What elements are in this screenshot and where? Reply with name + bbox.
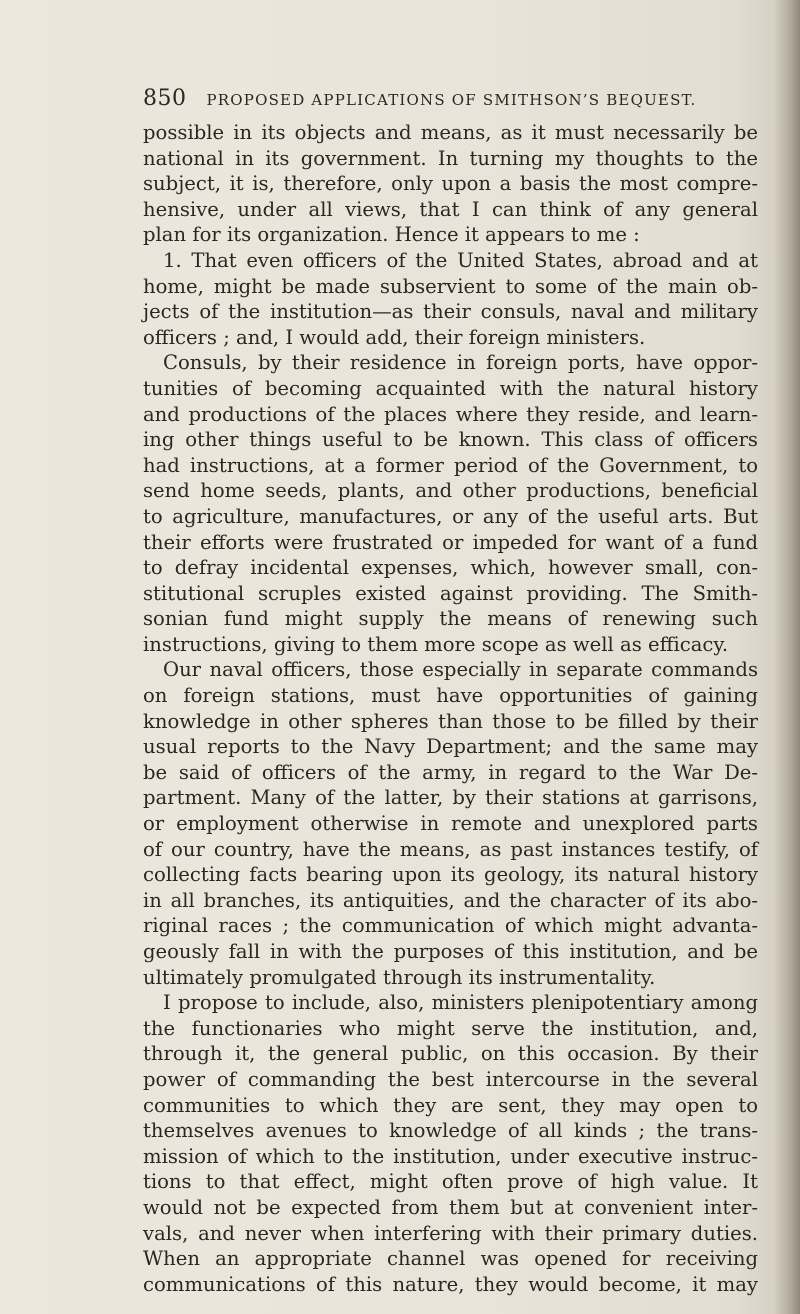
text-line: vals, and never when interfering with their primary duties. <box>143 1221 758 1245</box>
running-head: PROPOSED APPLICATIONS OF SMITHSON’S BEQUEST. <box>206 91 697 109</box>
text-line: would not be expected from them but at convenient inter- <box>143 1195 758 1219</box>
text-line: plan for its organization. Hence it appears to me : <box>143 223 640 247</box>
text-line: to defray incidental expenses, which, however small, con- <box>143 556 758 580</box>
text-line: 1. That even officers of the United States, abroad and at <box>163 248 758 272</box>
text-line: national in its government. In turning my thoughts to the <box>143 146 758 170</box>
page-edge-shadow <box>774 0 800 1314</box>
text-line: jects of the institution—as their consuls, naval and military <box>143 300 758 324</box>
text-line: hensive, under all views, that I can think of any general <box>143 197 758 221</box>
text-line: geously fall in with the purposes of this institution, and be <box>143 940 758 963</box>
text-line: had instructions, at a former period of the Government, to <box>143 453 758 477</box>
text-line: knowledge in other spheres than those to be filled by their <box>143 709 758 733</box>
text-line: tunities of becoming acquainted with the natural history <box>143 376 758 400</box>
text-line: their efforts were frustrated or impeded for want of a fund <box>143 530 758 554</box>
text-line: on foreign stations, must have opportunities of gaining <box>143 684 758 708</box>
text-line: of our country, have the means, as past instances testify, of <box>143 837 758 861</box>
text-line: and productions of the places where they reside, and learn- <box>143 402 758 426</box>
text-line: partment. Many of the latter, by their stations at garrisons, <box>143 786 758 810</box>
text-line: in all branches, its antiquities, and the character of its abo- <box>143 888 758 912</box>
text-line: ing other things useful to be known. This class of officers <box>143 428 758 452</box>
text-line: power of commanding the best intercourse in the several <box>143 1067 758 1091</box>
text-line: tions to that effect, might often prove of high value. It <box>143 1170 758 1194</box>
text-line: When an appropriate channel was opened for receiving <box>143 1247 758 1271</box>
text-line: officers ; and, I would add, their foreign ministers. <box>143 325 646 349</box>
text-line: stitutional scruples existed against providing. The Smith- <box>143 581 758 605</box>
text-line: possible in its objects and means, as it must necessarily be <box>143 121 758 144</box>
text-line: ultimately promulgated through its instrumentality. <box>143 965 656 989</box>
text-line: to agriculture, manufactures, or any of the useful arts. But <box>143 504 758 528</box>
text-line: Consuls, by their residence in foreign ports, have oppor- <box>163 351 758 375</box>
text-line: sonian fund might supply the means of renewing such <box>143 607 758 631</box>
page-header <box>143 86 703 111</box>
text-line: communications of this nature, they would become, it may <box>143 1272 758 1296</box>
text-line: through it, the general public, on this occasion. By their <box>143 1042 758 1066</box>
text-line: Our naval officers, those especially in separate commands <box>163 658 758 682</box>
text-line: mission of which to the institution, under executive instruc- <box>143 1144 758 1168</box>
body-text <box>143 120 758 1297</box>
text-line: home, might be made subservient to some of the main ob- <box>143 274 758 298</box>
text-line: collecting facts bearing upon its geology, its natural history <box>143 863 758 887</box>
text-line: themselves avenues to knowledge of all kinds ; the trans- <box>143 1119 758 1143</box>
text-line: usual reports to the Navy Department; and the same may <box>143 735 758 759</box>
text-line: be said of officers of the army, in regard to the War De- <box>143 760 758 784</box>
text-line: send home seeds, plants, and other productions, beneficial <box>143 479 758 503</box>
text-line: I propose to include, also, ministers plenipotentiary among <box>163 991 758 1015</box>
text-line: riginal races ; the communication of which might advanta- <box>143 914 758 938</box>
text-line: communities to which they are sent, they may open to <box>143 1093 758 1117</box>
text-line: subject, it is, therefore, only upon a basis the most compre- <box>143 172 758 196</box>
text-line: instructions, giving to them more scope as well as efficacy. <box>143 632 729 656</box>
text-line: the functionaries who might serve the institution, and, <box>143 1016 758 1040</box>
text-line: or employment otherwise in remote and unexplored parts <box>143 812 758 836</box>
page-number: 850 <box>143 86 187 111</box>
